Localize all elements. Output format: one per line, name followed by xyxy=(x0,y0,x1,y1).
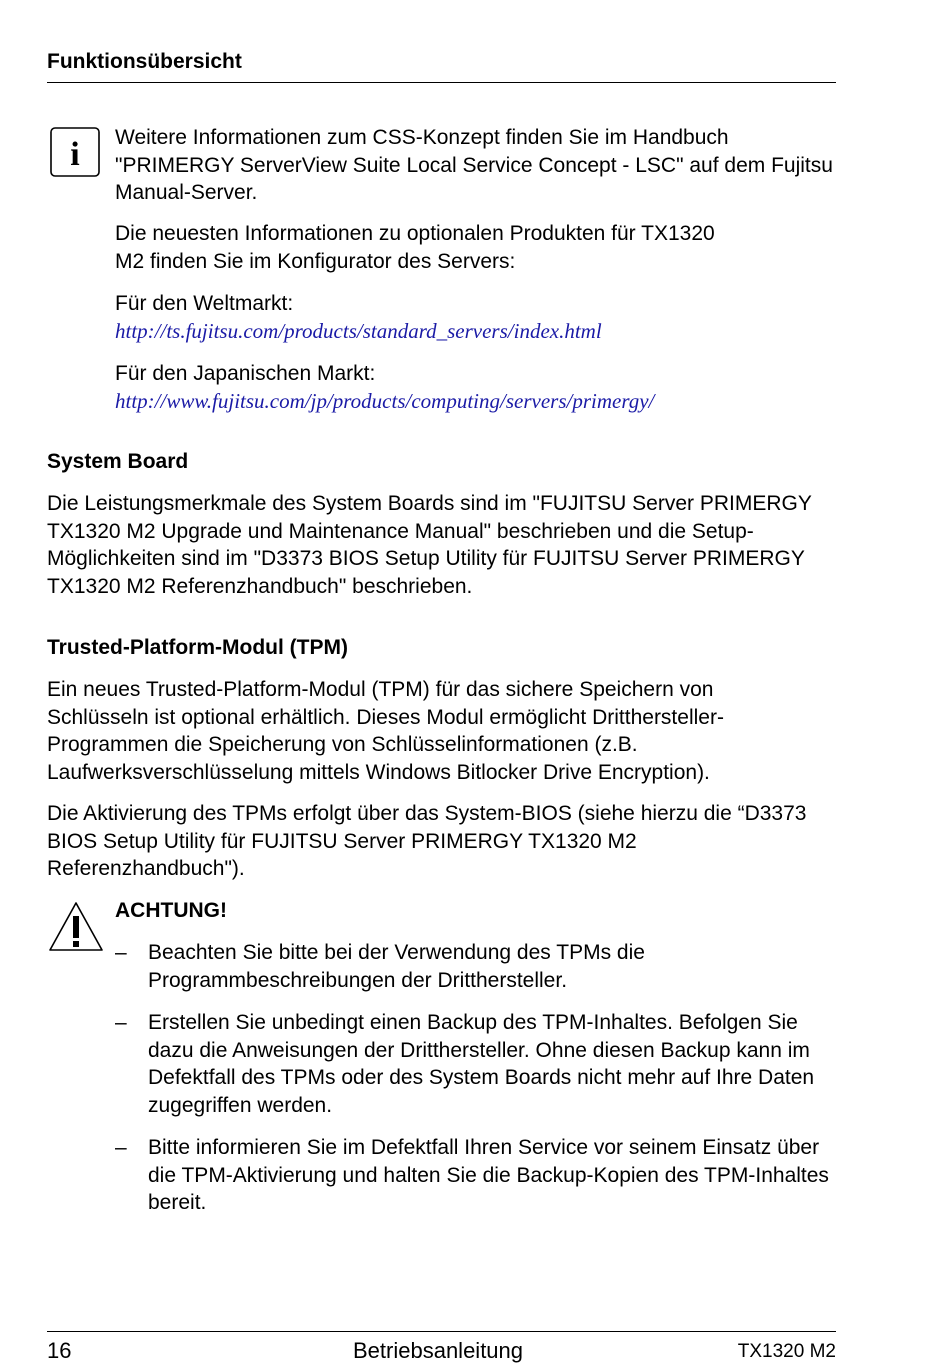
footer-model: TX1320 M2 xyxy=(737,1341,836,1362)
document-page xyxy=(47,0,836,1368)
system-board-text: Die Leistungsmerkmale des System Boards sind im "FUJITSU Server PRIMERGY TX1320 M2 Upgrade und Maintenance Manual" beschrieben und die Setup-Möglichkeiten sind im "D3373 BIOS Setup Utility für FUJITSU Server PRIMERGY TX1320 M2 Referenzhandbuch" beschrieben. xyxy=(47,492,812,598)
footer-rule xyxy=(47,1331,836,1332)
warning-icon xyxy=(47,900,105,956)
caution-bullet-3: – xyxy=(115,1136,127,1159)
info-paragraph-1: Weitere Informationen zum CSS-Konzept finden Sie im Handbuch "PRIMERGY ServerView Suite Local Service Concept - LSC" auf dem Fujitsu Manual-Server. xyxy=(115,126,833,204)
info-icon xyxy=(50,127,100,177)
world-market-label: Für den Weltmarkt: xyxy=(115,292,294,315)
tpm-paragraph-2: Die Aktivierung des TPMs erfolgt über das System-BIOS (siehe hierzu die “D3373 BIOS Setup Utility für FUJITSU Server PRIMERGY TX1320 M2 Referenzhandbuch"). xyxy=(47,802,807,880)
page-number: 16 xyxy=(47,1338,72,1363)
running-header: Funktionsübersicht xyxy=(47,50,242,73)
footer-doc-title: Betriebsanleitung xyxy=(353,1338,524,1363)
header-rule xyxy=(47,82,836,83)
caution-item-1: Beachten Sie bitte bei der Verwendung des TPMs die Programmbeschreibungen der Dritthersteller. xyxy=(148,941,645,992)
world-market-link[interactable]: http://ts.fujitsu.com/products/standard_servers/index.html xyxy=(115,319,602,343)
info-paragraph-2: Die neuesten Informationen zu optionalen Produkten für TX1320 M2 finden Sie im Konfigurator des Servers: xyxy=(115,222,715,273)
system-board-heading: System Board xyxy=(47,450,189,473)
caution-item-3: Bitte informieren Sie im Defektfall Ihren Service vor seinem Einsatz über die TPM-Aktivierung und halten Sie die Backup-Kopien des TPM-Inhaltes bereit. xyxy=(148,1136,829,1214)
caution-title: ACHTUNG! xyxy=(115,899,227,922)
tpm-heading: Trusted-Platform-Modul (TPM) xyxy=(47,636,348,659)
tpm-paragraph-1: Ein neues Trusted-Platform-Modul (TPM) für das sichere Speichern von Schlüsseln ist optional erhältlich. Dieses Modul ermöglicht Dritthersteller-Programmen die Speicherung von Schlüsselinformationen (z.B. Laufwerksverschlüsselung mittels Windows Bitlocker Drive Encryption). xyxy=(47,678,724,784)
svg-text:i: i xyxy=(70,136,80,173)
japan-market-label: Für den Japanischen Markt: xyxy=(115,362,376,385)
japan-market-link[interactable]: http://www.fujitsu.com/jp/products/computing/servers/primergy/ xyxy=(115,389,655,413)
caution-item-2: Erstellen Sie unbedingt einen Backup des TPM-Inhaltes. Befolgen Sie dazu die Anweisungen der Dritthersteller. Ohne diesen Backup kann im Defektfall des TPMs oder des System Boards nicht mehr auf Ihre Daten zugegriffen werden. xyxy=(148,1011,815,1117)
caution-bullet-2: – xyxy=(115,1011,127,1034)
caution-bullet-1: – xyxy=(115,941,127,964)
